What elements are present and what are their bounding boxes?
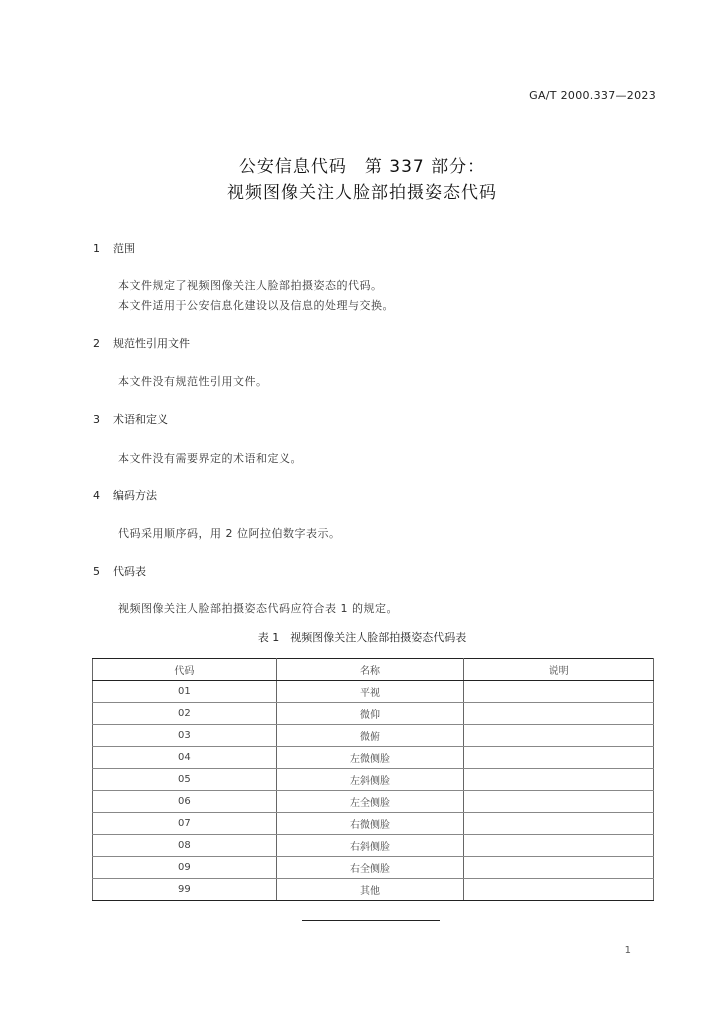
document-title-line1: 公安信息代码 第 337 部分： — [238, 157, 486, 177]
cell-code: 05 — [93, 769, 277, 791]
standard-code: GA/T 2000.337—2023 — [529, 89, 656, 102]
section-4-paragraph-1: 代码采用顺序码，用 2 位阿拉伯数字表示。 — [118, 527, 341, 540]
header-code: 代码 — [93, 659, 277, 681]
end-of-document-rule — [302, 920, 440, 921]
document-title-line2: 视频图像关注人脸部拍摄姿态代码 — [227, 183, 497, 203]
section-5-paragraph-1: 视频图像关注人脸部拍摄姿态代码应符合表 1 的规定。 — [118, 602, 398, 615]
cell-code: 01 — [93, 681, 277, 703]
cell-note — [464, 791, 654, 813]
section-number: 5 — [93, 565, 100, 578]
cell-code: 06 — [93, 791, 277, 813]
cell-code: 03 — [93, 725, 277, 747]
section-3-paragraph-1: 本文件没有需要界定的术语和定义。 — [118, 452, 302, 465]
table-row — [93, 791, 654, 813]
section-2-paragraph-1: 本文件没有规范性引用文件。 — [118, 375, 268, 388]
cell-code: 07 — [93, 813, 277, 835]
section-2-heading — [93, 335, 190, 351]
cell-name: 右全侧脸 — [276, 857, 464, 879]
table-header-row — [93, 659, 654, 681]
section-title: 范围 — [113, 242, 135, 255]
section-5-heading — [93, 563, 146, 579]
cell-name: 左全侧脸 — [276, 791, 464, 813]
section-number: 2 — [93, 337, 100, 350]
section-number: 4 — [93, 489, 100, 502]
cell-name: 微俯 — [276, 725, 464, 747]
section-1-paragraph-1: 本文件规定了视频图像关注人脸部拍摄姿态的代码。 — [118, 279, 383, 292]
table-caption: 表 1 视频图像关注人脸部拍摄姿态代码表 — [257, 631, 467, 644]
cell-code: 08 — [93, 835, 277, 857]
table-row — [93, 813, 654, 835]
table-row — [93, 725, 654, 747]
cell-note — [464, 813, 654, 835]
cell-note — [464, 703, 654, 725]
cell-name: 其他 — [276, 879, 464, 901]
cell-code: 02 — [93, 703, 277, 725]
table-row — [93, 857, 654, 879]
table-row — [93, 769, 654, 791]
section-3-heading — [93, 411, 168, 427]
table-row — [93, 703, 654, 725]
section-number: 1 — [93, 242, 100, 255]
cell-name: 右微侧脸 — [276, 813, 464, 835]
section-title: 编码方法 — [113, 489, 157, 502]
section-1-paragraph-2: 本文件适用于公安信息化建设以及信息的处理与交换。 — [118, 299, 394, 312]
section-title: 术语和定义 — [113, 413, 168, 426]
header-name: 名称 — [276, 659, 464, 681]
header-note: 说明 — [464, 659, 654, 681]
cell-code: 09 — [93, 857, 277, 879]
section-4-heading — [93, 487, 157, 503]
section-1-heading — [93, 240, 135, 256]
cell-name: 左微侧脸 — [276, 747, 464, 769]
section-title: 代码表 — [113, 565, 146, 578]
table-row — [93, 747, 654, 769]
cell-code: 99 — [93, 879, 277, 901]
cell-name: 右斜侧脸 — [276, 835, 464, 857]
cell-note — [464, 769, 654, 791]
cell-note — [464, 681, 654, 703]
cell-name: 微仰 — [276, 703, 464, 725]
cell-note — [464, 857, 654, 879]
cell-note — [464, 879, 654, 901]
table-row — [93, 879, 654, 901]
cell-note — [464, 725, 654, 747]
section-number: 3 — [93, 413, 100, 426]
cell-note — [464, 747, 654, 769]
cell-note — [464, 835, 654, 857]
code-table — [92, 658, 654, 901]
page-number: 1 — [624, 945, 631, 956]
cell-name: 左斜侧脸 — [276, 769, 464, 791]
cell-name: 平视 — [276, 681, 464, 703]
section-title: 规范性引用文件 — [113, 337, 190, 350]
cell-code: 04 — [93, 747, 277, 769]
table-row — [93, 835, 654, 857]
table-row — [93, 681, 654, 703]
